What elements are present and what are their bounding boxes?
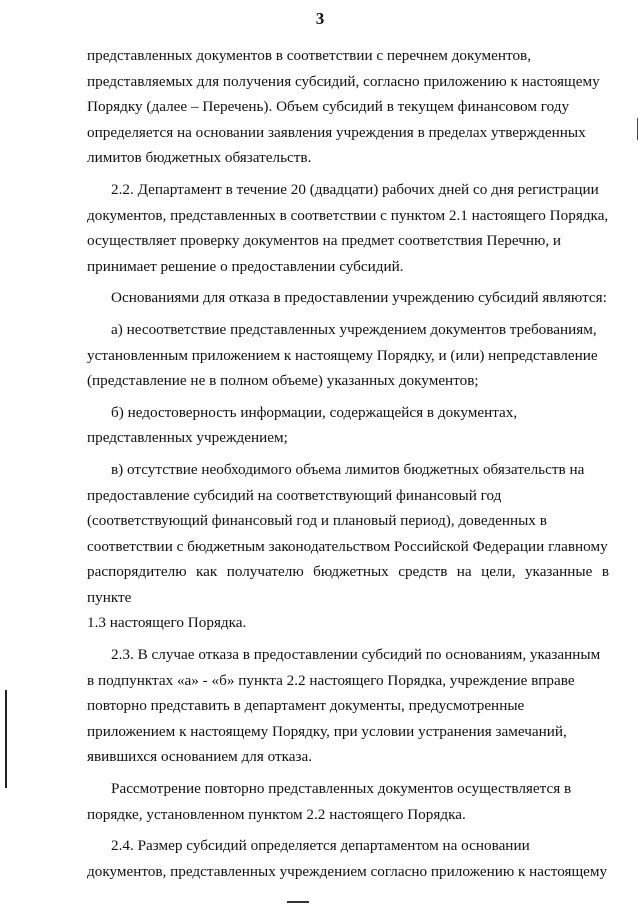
paragraph-2-2: 2.2. Департамент в течение 20 (двадцати) рабочих дней со дня регистрации документов, представленных в соответствии с пунктом 2.1 настоящего Порядка, осуществляет проверку документов на предмет соответствия Перечню, и принимает решение о предоставлении субсидий. [87,180,609,275]
paragraph-item-b: б) недостоверность информации, содержащейся в документах, представленных учреждением; [87,403,518,447]
page-number: 3 [315,9,325,28]
footer-mark [287,901,309,903]
paragraph-refusal-grounds: Основаниями для отказа в предоставлении учреждению субсидий являются: [111,289,607,307]
document-body [87,43,609,884]
paragraph-resubmission: Рассмотрение повторно представленных документов осуществляется в порядке, установленном пунктом 2.2 настоящего Порядка. [87,780,572,823]
paragraph-item-v: в) отсутствие необходимого объема лимитов бюджетных обязательств на предоставление субсидий на соответствующий финансовый год (соответствующий финансовый год и плановый период), доведенных в соответствии с бюджетным законодательством Российской Федерации главному распорядителю как получателю бюджетных средств на цели, указанные в пункте 1.3 настоящего Порядка. [87,460,609,632]
paragraph-2-4: 2.4. Размер субсидий определяется департаментом на основании документов, представленных учреждением согласно приложению к настоящему [87,837,608,880]
paragraph-continuation: представленных документов в соответствии с перечнем документов, представляемых для получения субсидий, согласно приложению к настоящему Порядку (далее – Перечень). Объем субсидий в текущем финансовом году определяется на основании заявления учреждения в пределах утвержденных лимитов бюджетных обязательств. [87,47,600,167]
paragraph-2-3: 2.3. В случае отказа в предоставлении субсидий по основаниям, указанным в подпунктах «а» - «б» пункта 2.2 настоящего Порядка, учреждение вправе повторно представить в департамент документы, предусмотренные приложением к настоящему Порядку, при условии устранения замечаний, явившихся основанием для отказа. [87,646,601,766]
scan-binding-mark [5,690,7,788]
scan-edge-mark [637,118,638,140]
paragraph-item-a: а) несоответствие представленных учреждением документов требованиям, установленным приложением к настоящему Порядку, и (или) непредставление (представление не в полном объеме) указанных документов; [87,320,598,390]
